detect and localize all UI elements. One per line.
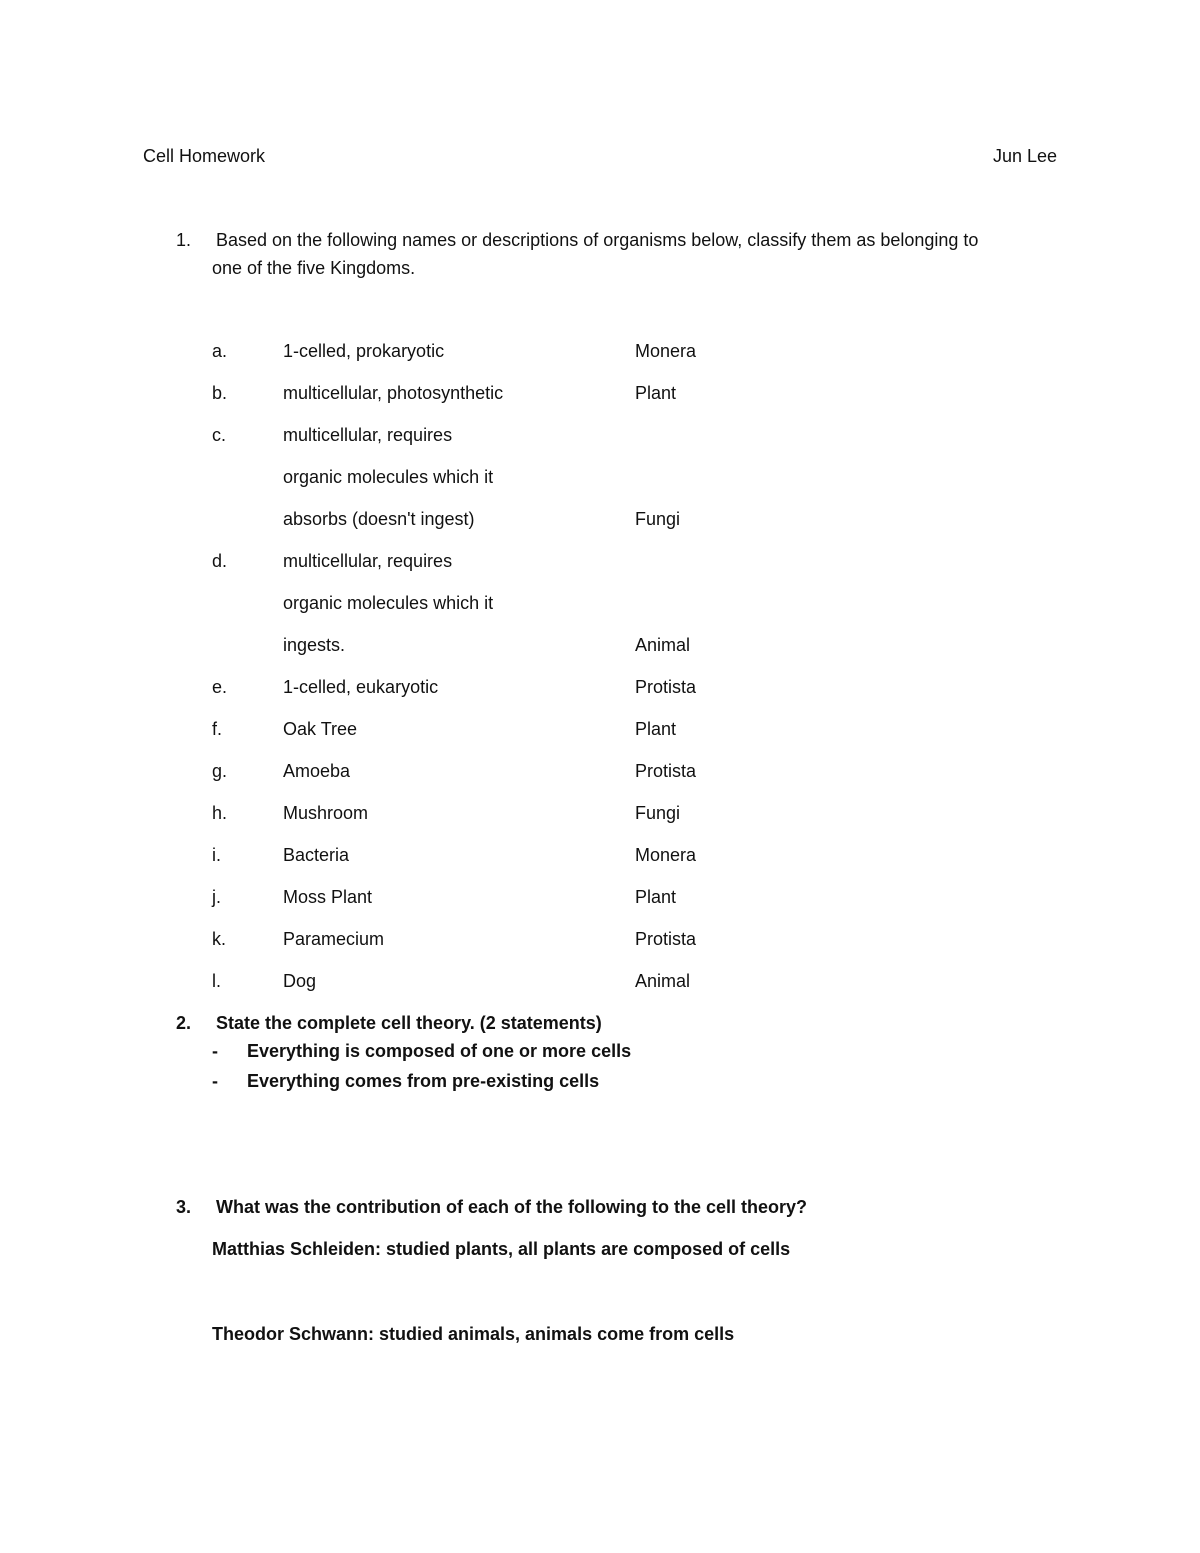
item-description: Oak Tree: [283, 719, 358, 739]
item-answer: Animal: [635, 971, 691, 991]
item-answer: Monera: [635, 845, 697, 865]
item-answer: Plant: [635, 887, 677, 907]
item-answer: Animal: [635, 635, 691, 655]
question-1-text-line2: one of the five Kingdoms.: [212, 258, 416, 278]
item-letter: g.: [212, 761, 228, 781]
item-description: Amoeba: [283, 761, 351, 781]
item-description: organic molecules which it: [283, 593, 494, 613]
item-answer: Fungi: [635, 509, 681, 529]
item-description: multicellular, photosynthetic: [283, 383, 504, 403]
item-description: organic molecules which it: [283, 467, 494, 487]
item-description: multicellular, requires: [283, 551, 453, 571]
question-1-number: 1.: [176, 230, 192, 250]
item-letter: j.: [212, 887, 221, 907]
question-2-number: 2.: [176, 1013, 192, 1033]
schleiden-answer: Matthias Schleiden: studied plants, all plants are composed of cells: [212, 1239, 791, 1259]
item-letter: i.: [212, 845, 221, 865]
bullet-marker: -: [212, 1041, 218, 1061]
document-title: Cell Homework: [143, 146, 266, 166]
item-answer: Fungi: [635, 803, 681, 823]
schwann-answer: Theodor Schwann: studied animals, animals come from cells: [212, 1324, 735, 1344]
item-letter: l.: [212, 971, 221, 991]
item-description: absorbs (doesn't ingest): [283, 509, 475, 529]
item-letter: b.: [212, 383, 228, 403]
item-answer: Protista: [635, 929, 697, 949]
item-letter: e.: [212, 677, 228, 697]
item-letter: h.: [212, 803, 228, 823]
item-description: Moss Plant: [283, 887, 373, 907]
item-description: Dog: [283, 971, 317, 991]
item-letter: f.: [212, 719, 223, 739]
question-3-number: 3.: [176, 1197, 192, 1217]
cell-theory-statement: Everything comes from pre-existing cells: [247, 1071, 600, 1091]
item-answer: Protista: [635, 761, 697, 781]
item-letter: k.: [212, 929, 227, 949]
item-description: ingests.: [283, 635, 346, 655]
question-2-text: State the complete cell theory. (2 statements): [216, 1013, 602, 1033]
item-answer: Protista: [635, 677, 697, 697]
item-letter: c.: [212, 425, 227, 445]
author-name: Jun Lee: [993, 146, 1058, 166]
item-description: Bacteria: [283, 845, 350, 865]
item-description: multicellular, requires: [283, 425, 453, 445]
cell-theory-statement: Everything is composed of one or more cells: [247, 1041, 632, 1061]
item-answer: Plant: [635, 719, 677, 739]
item-description: Paramecium: [283, 929, 385, 949]
item-answer: Monera: [635, 341, 697, 361]
item-letter: a.: [212, 341, 228, 361]
bullet-marker: -: [212, 1071, 218, 1091]
item-letter: d.: [212, 551, 228, 571]
item-answer: Plant: [635, 383, 677, 403]
question-3-text: What was the contribution of each of the following to the cell theory?: [216, 1197, 808, 1217]
question-1-text-line1: Based on the following names or descriptions of organisms below, classify them as belonging to: [216, 230, 979, 250]
item-description: Mushroom: [283, 803, 369, 823]
item-description: 1-celled, eukaryotic: [283, 677, 439, 697]
item-description: 1-celled, prokaryotic: [283, 341, 445, 361]
